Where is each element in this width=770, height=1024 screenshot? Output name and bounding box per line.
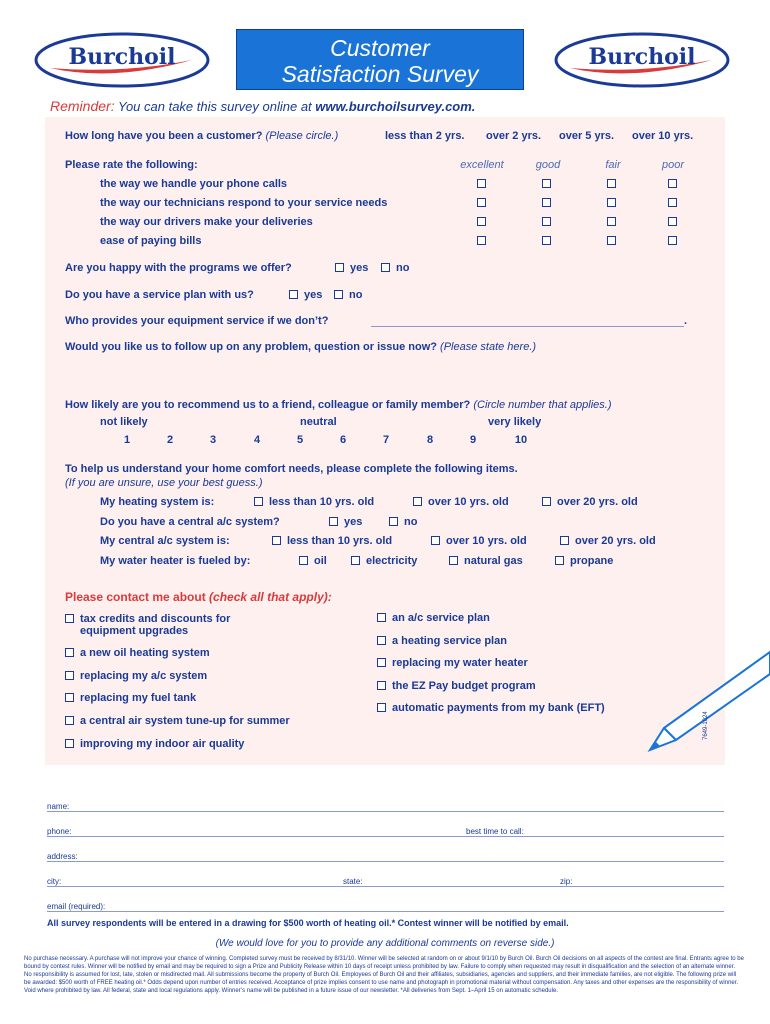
option-label: improving my indoor air quality (80, 738, 245, 750)
heating-label: My heating system is: (100, 496, 215, 508)
contact-heading (65, 590, 332, 604)
rating-header-excellent: excellent (460, 159, 504, 171)
contact-ez-pay[interactable] (377, 680, 536, 692)
central-no[interactable] (389, 516, 417, 528)
checkbox[interactable] (299, 556, 308, 565)
checkbox[interactable] (431, 536, 440, 545)
water-propane[interactable] (555, 555, 613, 567)
no-label: no (396, 262, 410, 274)
comments-note: (We would love for you to provide any additional comments on reverse side.) (215, 938, 555, 949)
water-natural-gas[interactable] (449, 555, 523, 567)
checkbox[interactable] (449, 556, 458, 565)
checkbox[interactable] (65, 648, 74, 657)
checkbox[interactable] (254, 497, 263, 506)
option-label: a central air system tune-up for summer (80, 715, 290, 727)
equipment-period: . (684, 315, 688, 327)
rate-item-billing: ease of paying bills (100, 235, 202, 247)
title-line1: Customer (330, 35, 430, 61)
option-label: over 10 yrs. old (428, 496, 509, 508)
plan-yes[interactable] (289, 289, 322, 301)
rating-checkbox[interactable] (477, 236, 486, 245)
contact-new-oil-heating[interactable] (65, 647, 210, 659)
checkbox[interactable] (65, 693, 74, 702)
checkbox[interactable] (377, 613, 386, 622)
survey-title (236, 29, 524, 90)
checkbox[interactable] (413, 497, 422, 506)
scale-3[interactable]: 3 (209, 434, 217, 446)
hint-text: (Please state here.) (440, 341, 537, 353)
reminder-text: You can take this survey online at (117, 99, 316, 114)
scale-10[interactable]: 10 (514, 434, 528, 446)
option-label: less than 10 yrs. old (287, 535, 393, 547)
fine-print: No purchase necessary. A purchase will not improve your chance of winning. Completed survey must be received by 8/31/10. Winner will be selected at random on or about 9/1/10 by Burch Oil. Burch Oil decisions on all aspects of the contest are final. Entrants agree to be bound by contest rules. Winner will be notified by email and may be required to sign a Prize and Publicity Release within 10 days of receipt unless prohibited by law. Failure to comply when requested may result in disqualification and the selection of an alternate winner. No responsibility is assumed for lost, late, stolen or misdirected mail. All submissions become the property of Burch Oil. Employees of Burch Oil and their affiliates, subsidiaries, agencies and suppliers, and their immediate families, are not eligible. The following prize will be awarded: $500 worth of FREE heating oil.* Odds depend upon number of entries received. Acceptance of prize implies consent to use name and photograph in promotional material without compensation. Any taxes and other expenses are the responsibility of winner. Void where prohibited by law. All federal, state and local regulations apply. Winner’s name will be published in a future issue of our newsletter. *All deliveries from Sept. 1–April 15 on automatic schedule. (24, 956, 744, 994)
checkbox[interactable] (377, 658, 386, 667)
drawing-notice: All survey respondents will be entered in a drawing for $500 worth of heating oil.* Contest winner will be notified by email. (47, 918, 569, 928)
option-label: over 10 yrs. old (446, 535, 527, 547)
checkbox[interactable] (329, 517, 338, 526)
rating-header-good: good (535, 159, 561, 171)
name-field[interactable] (47, 811, 724, 812)
option-over-10[interactable]: over 10 yrs. (632, 130, 694, 142)
yes-label: yes (304, 289, 323, 301)
rating-checkbox[interactable] (542, 217, 551, 226)
ac-over-10[interactable] (431, 535, 527, 547)
burchoil-logo-right (552, 30, 732, 90)
question-text: How long have you been a customer? (65, 130, 263, 142)
rating-header-fair: fair (605, 159, 621, 171)
survey-url-link[interactable]: www.burchoilsurvey.com. (315, 99, 476, 114)
scale-6[interactable]: 6 (339, 434, 347, 446)
service-plan-question: Do you have a service plan with us? (65, 289, 254, 301)
title-line2: Satisfaction Survey (281, 61, 479, 87)
checkbox[interactable] (381, 263, 390, 272)
form-code: 7649-1024 (703, 711, 709, 740)
city-field[interactable] (47, 886, 724, 887)
option-label: natural gas (464, 555, 523, 567)
scale-8[interactable]: 8 (426, 434, 434, 446)
contact-hint: (check all that apply): (209, 590, 332, 604)
contact-ac-plan[interactable] (377, 612, 490, 624)
contact-label: Please contact me about (65, 590, 210, 604)
checkbox[interactable] (65, 716, 74, 725)
checkbox[interactable] (289, 290, 298, 299)
hint-text: (Please circle.) (265, 130, 339, 142)
checkbox[interactable] (377, 703, 386, 712)
rate-heading: Please rate the following: (65, 159, 198, 171)
option-label: replacing my water heater (392, 657, 528, 669)
rating-checkbox[interactable] (607, 217, 616, 226)
rating-checkbox[interactable] (542, 236, 551, 245)
hint-text: (Circle number that applies.) (473, 399, 612, 411)
no-label: no (349, 289, 363, 301)
water-oil[interactable] (299, 555, 327, 567)
svg-text:Burchoil: Burchoil (68, 44, 176, 70)
heating-over-20[interactable] (542, 496, 638, 508)
rating-checkbox[interactable] (477, 217, 486, 226)
rating-checkbox[interactable] (668, 179, 677, 188)
ac-less-10[interactable] (272, 535, 392, 547)
scale-9[interactable]: 9 (469, 434, 477, 446)
programs-question: Are you happy with the programs we offer? (65, 262, 292, 274)
name-label: name: (47, 802, 70, 811)
rating-header-poor: poor (661, 159, 685, 171)
best-time-label: best time to call: (466, 827, 524, 836)
reminder (50, 98, 475, 114)
central-ac-label: Do you have a central a/c system? (100, 516, 280, 528)
yes-label: yes (350, 262, 369, 274)
option-label: a new oil heating system (80, 647, 210, 659)
water-heater-label: My water heater is fueled by: (100, 555, 251, 567)
option-label: tax credits and discounts for (80, 613, 231, 625)
option-label: electricity (366, 555, 418, 567)
svg-text:Burchoil: Burchoil (588, 44, 696, 70)
zip-label: zip: (560, 877, 573, 886)
question-text: Would you like us to follow up on any problem, question or issue now? (65, 341, 437, 353)
scale-5[interactable]: 5 (296, 434, 304, 446)
hint-text: (If you are unsure, use your best guess.) (65, 477, 263, 489)
checkbox[interactable] (542, 497, 551, 506)
reminder-label: Reminder: (50, 98, 115, 114)
rating-checkbox[interactable] (607, 236, 616, 245)
burchoil-logo-left (32, 30, 212, 90)
programs-no[interactable] (381, 262, 409, 274)
comfort-hint (65, 477, 263, 489)
option-label: over 20 yrs. old (557, 496, 638, 508)
option-label: replacing my a/c system (80, 670, 208, 682)
equipment-answer-field[interactable] (371, 314, 684, 327)
rate-item-drivers: the way our drivers make your deliveries (100, 216, 313, 228)
contact-heating-plan[interactable] (377, 635, 507, 647)
pen-icon (630, 650, 770, 760)
rating-checkbox[interactable] (542, 179, 551, 188)
address-field[interactable] (47, 861, 724, 862)
email-field[interactable] (47, 911, 724, 912)
option-label: propane (570, 555, 614, 567)
rating-checkbox[interactable] (542, 198, 551, 207)
equipment-question: Who provides your equipment service if we don’t? (65, 315, 329, 327)
scale-not-likely: not likely (100, 416, 148, 428)
rating-checkbox[interactable] (668, 236, 677, 245)
recommend-question (65, 399, 612, 411)
option-label: no (404, 516, 418, 528)
email-label: email (required): (47, 902, 106, 911)
checkbox[interactable] (65, 671, 74, 680)
rating-checkbox[interactable] (607, 179, 616, 188)
rating-checkbox[interactable] (668, 198, 677, 207)
heating-less-10[interactable] (254, 496, 374, 508)
rating-checkbox[interactable] (607, 198, 616, 207)
state-label: state: (343, 877, 363, 886)
option-label: less than 10 yrs. old (269, 496, 375, 508)
option-over-2[interactable]: over 2 yrs. (486, 130, 542, 142)
option-label: an a/c service plan (392, 612, 490, 624)
scale-4[interactable]: 4 (253, 434, 261, 446)
checkbox[interactable] (389, 517, 398, 526)
checkbox[interactable] (377, 681, 386, 690)
checkbox[interactable] (65, 614, 74, 623)
scale-neutral: neutral (300, 416, 337, 428)
scale-very-likely: very likely (488, 416, 542, 428)
option-label: over 20 yrs. old (575, 535, 656, 547)
checkbox[interactable] (377, 636, 386, 645)
checkbox[interactable] (272, 536, 281, 545)
option-label: yes (344, 516, 363, 528)
contact-water-heater[interactable] (377, 657, 528, 669)
contact-replace-ac[interactable] (65, 670, 207, 682)
rating-checkbox[interactable] (477, 198, 486, 207)
option-label: automatic payments from my bank (EFT) (392, 702, 605, 714)
phone-field[interactable] (47, 836, 724, 837)
contact-eft[interactable] (377, 702, 605, 714)
checkbox[interactable] (334, 290, 343, 299)
scale-2[interactable]: 2 (166, 434, 174, 446)
checkbox[interactable] (560, 536, 569, 545)
option-label: a heating service plan (392, 635, 507, 647)
customer-length-question (65, 130, 338, 142)
rate-item-phone: the way we handle your phone calls (100, 178, 288, 190)
address-label: address: (47, 852, 78, 861)
rate-item-technicians: the way our technicians respond to your service needs (100, 197, 388, 209)
contact-tune-up[interactable] (65, 715, 290, 727)
central-yes[interactable] (329, 516, 362, 528)
contact-tax-credits[interactable] (65, 613, 230, 625)
water-electricity[interactable] (351, 555, 417, 567)
contact-replace-tank[interactable] (65, 692, 196, 704)
city-label: city: (47, 877, 62, 886)
checkbox[interactable] (65, 739, 74, 748)
comfort-intro: To help us understand your home comfort needs, please complete the following items. (65, 463, 518, 475)
scale-7[interactable]: 7 (382, 434, 390, 446)
contact-air-quality[interactable] (65, 738, 244, 750)
scale-1[interactable]: 1 (123, 434, 131, 446)
followup-question (65, 341, 536, 353)
rating-checkbox[interactable] (668, 217, 677, 226)
phone-label: phone: (47, 827, 72, 836)
option-less-than-2[interactable]: less than 2 yrs. (385, 130, 465, 142)
option-label: the EZ Pay budget program (392, 680, 536, 692)
option-label: replacing my fuel tank (80, 692, 197, 704)
ac-over-20[interactable] (560, 535, 656, 547)
ac-system-label: My central a/c system is: (100, 535, 230, 547)
programs-yes[interactable] (335, 262, 368, 274)
checkbox[interactable] (555, 556, 564, 565)
plan-no[interactable] (334, 289, 362, 301)
checkbox[interactable] (335, 263, 344, 272)
checkbox[interactable] (351, 556, 360, 565)
rating-checkbox[interactable] (477, 179, 486, 188)
question-text: How likely are you to recommend us to a friend, colleague or family member? (65, 399, 471, 411)
contact-tax-credits-line2: equipment upgrades (80, 625, 189, 637)
option-label: oil (314, 555, 327, 567)
heating-over-10[interactable] (413, 496, 509, 508)
option-over-5[interactable]: over 5 yrs. (559, 130, 615, 142)
